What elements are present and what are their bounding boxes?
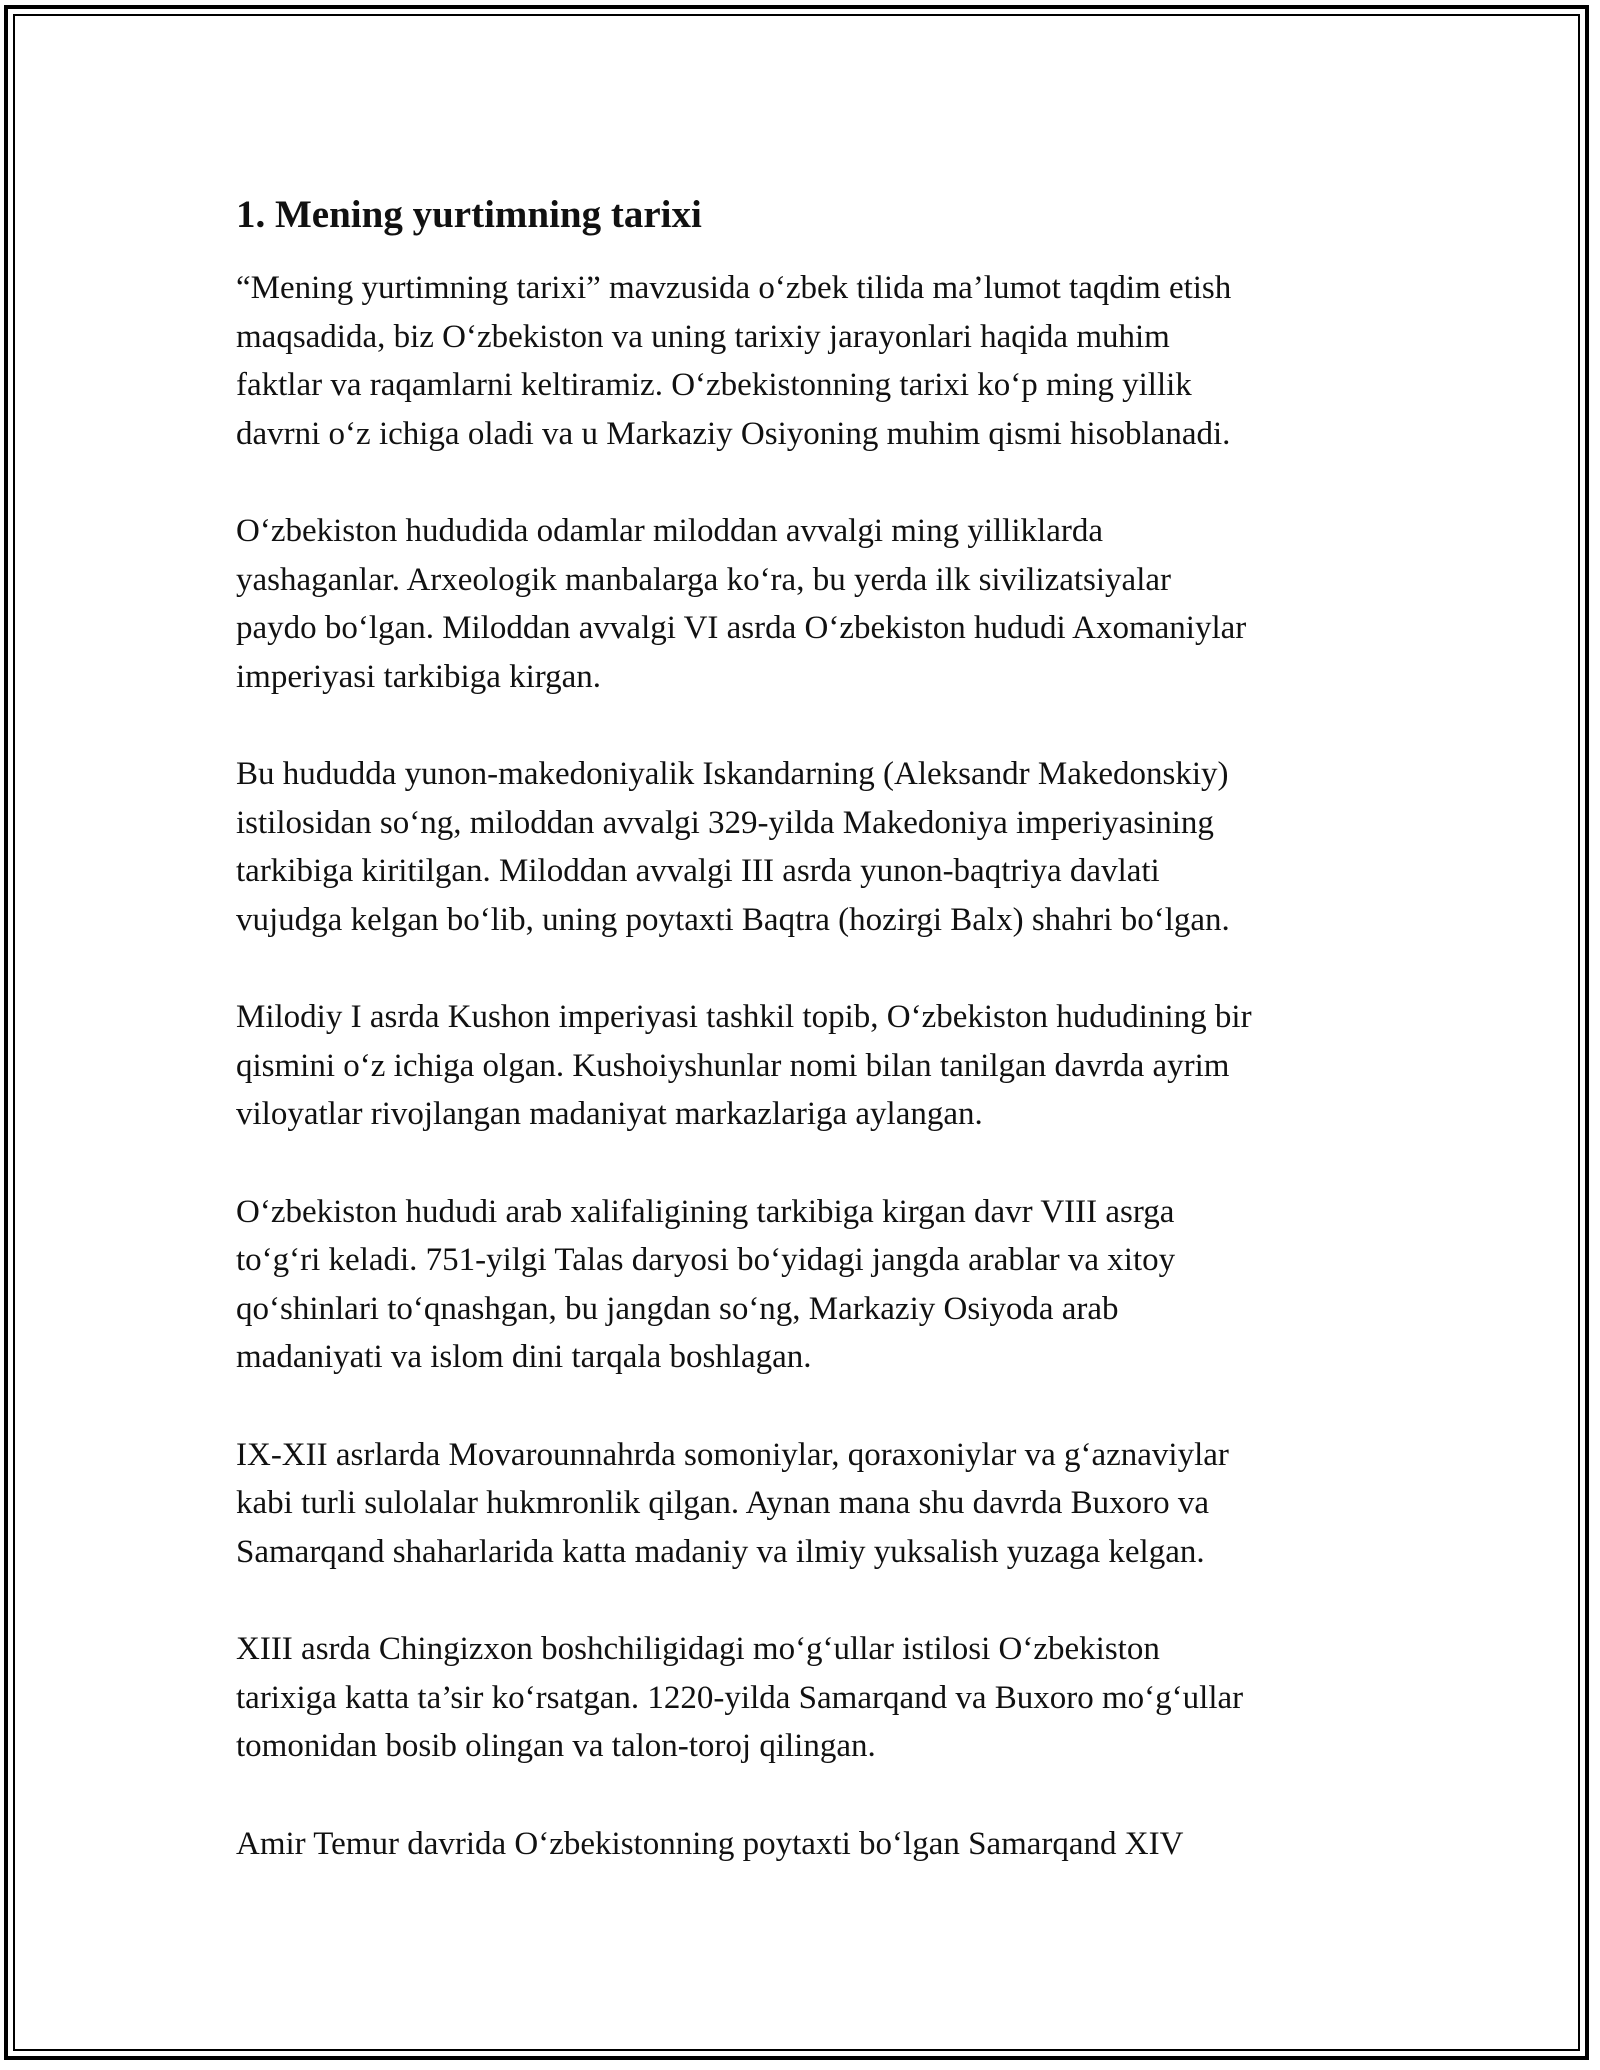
paragraph-line: Bu hududda yunon-makedoniyalik Iskandarning (Aleksandr Makedonskiy) — [236, 756, 1229, 792]
paragraph-line: vujudga kelgan bo‘lib, uning poytaxti Baqtra (hozirgi Balx) shahri bo‘lgan. — [236, 901, 1230, 938]
paragraph-8 — [236, 1820, 1416, 1869]
paragraph-7 — [236, 1625, 1416, 1771]
paragraph-line: kabi turli sulolalar hukmronlik qilgan. Aynan mana shu davrda Buxoro va — [236, 1485, 1210, 1521]
paragraph-line: tarkibiga kiritilgan. Miloddan avvalgi III asrda yunon-baqtriya davlati — [236, 853, 1160, 889]
paragraph-line: istilosidan so‘ng, miloddan avvalgi 329-yilda Makedoniya imperiyasining — [236, 804, 1214, 841]
paragraph-line: O‘zbekiston hududida odamlar miloddan avvalgi ming yilliklarda — [236, 513, 1103, 549]
document-body — [236, 186, 1416, 1917]
paragraph-line: O‘zbekiston hududi arab xalifaligining tarkibiga kirgan davr VIII asrga — [236, 1193, 1175, 1230]
paragraph-line: paydo bo‘lgan. Miloddan avvalgi VI asrda O‘zbekiston hududi Axomaniylar — [236, 610, 1247, 646]
paragraph-5 — [236, 1188, 1416, 1382]
paragraph-line: tarixiga katta ta’sir ko‘rsatgan. 1220-yilda Samarqand va Buxoro mo‘g‘ullar — [236, 1679, 1244, 1716]
paragraph-line: faktlar va raqamlarni keltiramiz. O‘zbekistonning tarixi ko‘p ming yillik — [236, 367, 1192, 403]
paragraph-line: qismini o‘z ichiga olgan. Kushoiyshunlar nomi bilan tanilgan davrda ayrim — [236, 1047, 1230, 1084]
paragraph-line: maqsadida, biz O‘zbekiston va uning tarixiy jarayonlari haqida muhim — [236, 318, 1170, 355]
paragraph-2 — [236, 507, 1416, 701]
paragraph-line: yashaganlar. Arxeologik manbalarga ko‘ra, bu yerda ilk sivilizatsiyalar — [236, 561, 1172, 598]
paragraph-line: madaniyati va islom dini tarqala boshlagan. — [236, 1339, 812, 1375]
paragraph-line: “Mening yurtimning tarixi” mavzusida o‘zbek tilida ma’lumot taqdim etish — [236, 270, 1232, 306]
section-heading: 1. Mening yurtimning tarixi — [236, 193, 702, 236]
paragraph-line: IX-XII asrlarda Movarounnahrda somoniylar, qoraxoniylar va g‘aznaviylar — [236, 1436, 1229, 1473]
paragraph-3 — [236, 750, 1416, 944]
paragraph-line: imperiyasi tarkibiga kirgan. — [236, 658, 602, 695]
paragraph-line: to‘g‘ri keladi. 751-yilgi Talas daryosi bo‘yidagi jangda arablar va xitoy — [236, 1242, 1176, 1278]
paragraph-line: tomonidan bosib olingan va talon-toroj qilingan. — [236, 1728, 876, 1764]
paragraph-line: XIII asrda Chingizxon boshchiligidagi mo‘g‘ullar istilosi O‘zbekiston — [236, 1631, 1160, 1667]
paragraph-line: Milodiy I asrda Kushon imperiyasi tashkil topib, O‘zbekiston hududining bir — [236, 999, 1252, 1035]
paragraph-line: davrni o‘z ichiga oladi va u Markaziy Osiyoning muhim qismi hisoblanadi. — [236, 415, 1231, 452]
paragraph-4 — [236, 993, 1416, 1139]
paragraph-line: viloyatlar rivojlangan madaniyat markazlariga aylangan. — [236, 1096, 983, 1132]
paragraph-line: Samarqand shaharlarida katta madaniy va ilmiy yuksalish yuzaga kelgan. — [236, 1533, 1205, 1570]
paragraph-1 — [236, 264, 1416, 458]
paragraph-line: qo‘shinlari to‘qnashgan, bu jangdan so‘ng, Markaziy Osiyoda arab — [236, 1290, 1119, 1327]
paragraph-6 — [236, 1431, 1416, 1577]
paragraph-line: Amir Temur davrida O‘zbekistonning poytaxti bo‘lgan Samarqand XIV — [236, 1825, 1184, 1862]
